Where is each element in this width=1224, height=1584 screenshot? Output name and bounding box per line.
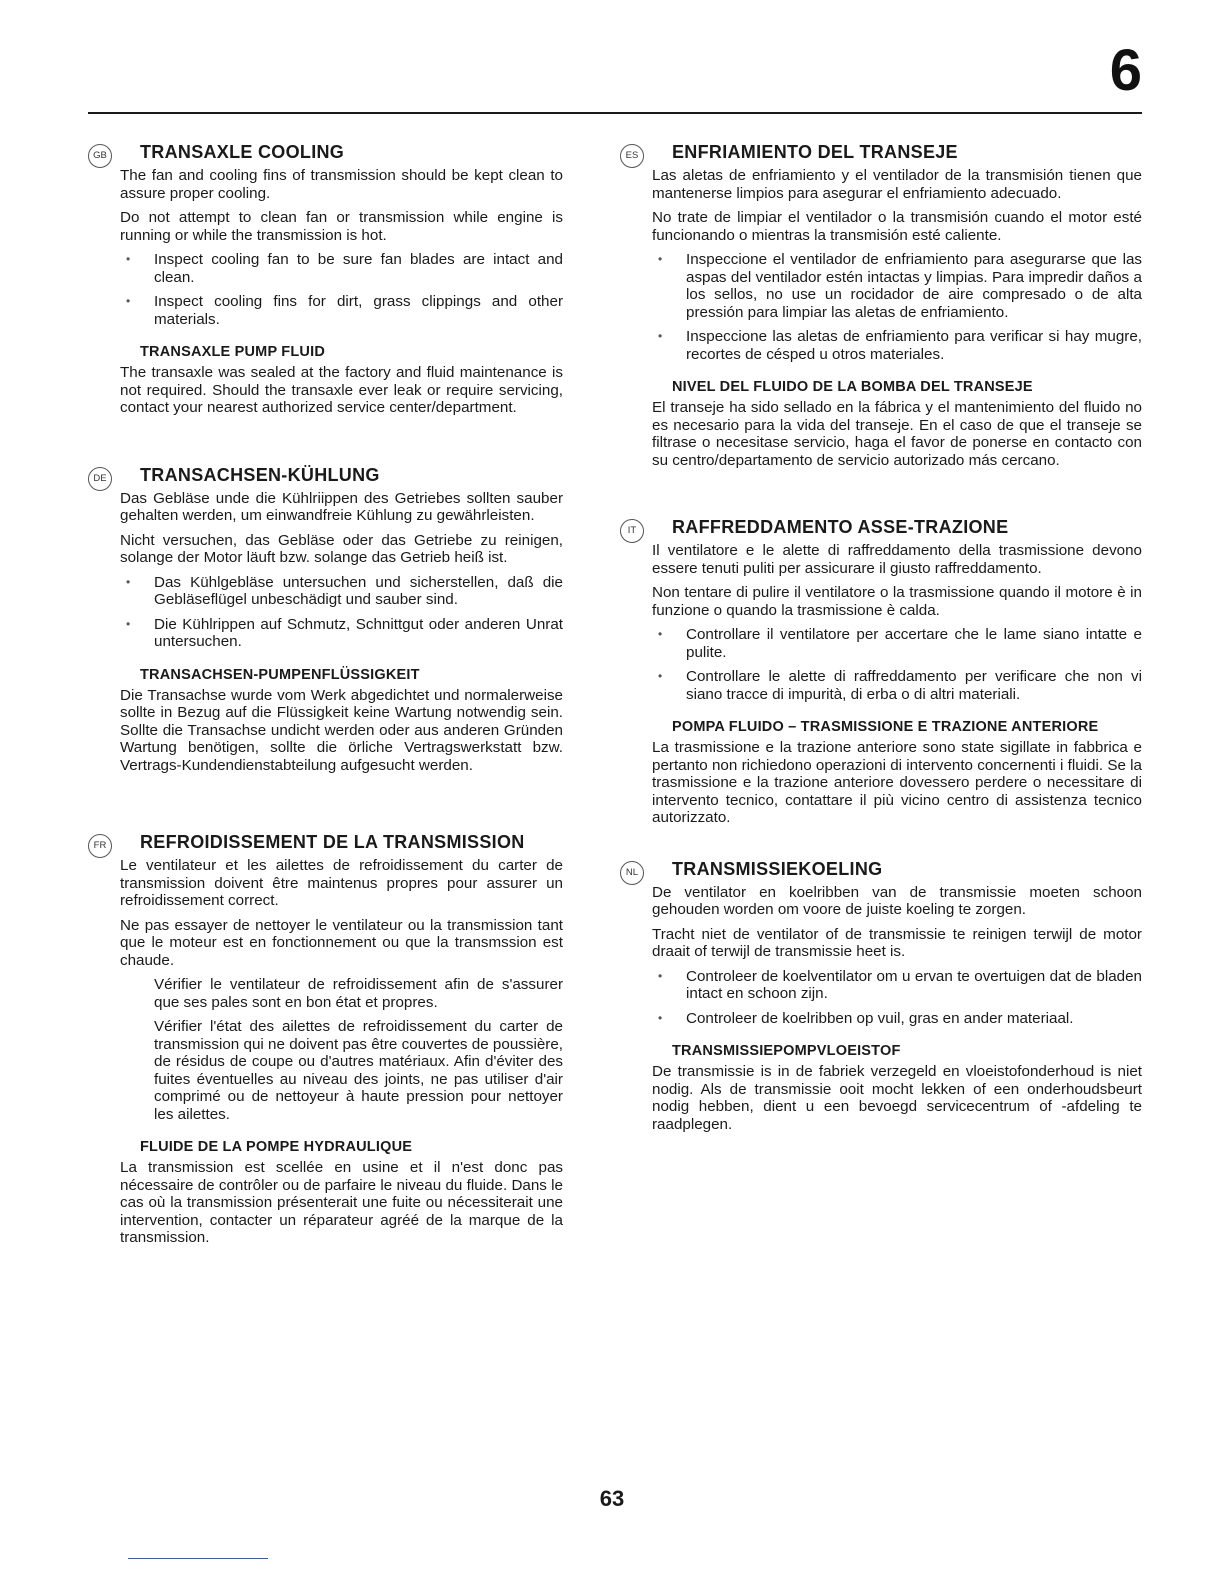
paragraph: Le ventilateur et les ailettes de refroidissement du carter de transmission doivent être maintenus propres pour assurer un refroidissement correct. bbox=[120, 857, 563, 909]
paragraph: Tracht niet de ventilator of de transmissie te reinigen terwijl de motor draait of terwijl de transmissie heet is. bbox=[652, 925, 1142, 960]
paragraph: Il ventilatore e le alette di raffreddamento della trasmissione devono essere tenuti puliti per assicurare il giusto raffreddamento. bbox=[652, 542, 1142, 577]
section-title: REFROIDISSEMENT DE LA TRANSMISSION bbox=[140, 832, 525, 852]
bullet-list bbox=[652, 626, 1142, 703]
subsection-title: NIVEL DEL FLUIDO DE LA BOMBA DEL TRANSEJE bbox=[672, 379, 1033, 395]
list-item: • Controllare le alette di raffreddamento per verificare che non vi siano tracce di impurità, di erba o di altri materiali. bbox=[652, 668, 1142, 703]
footer-divider bbox=[128, 1558, 268, 1559]
section-fr bbox=[88, 832, 563, 1247]
paragraph: Die Transachse wurde vom Werk abgedichtet und normalerweise sollte in Bezug auf die Flüssigkeit keine Wartung notwendig sein. Sollte die Transachse undicht werden oder aus anderen Gründen Wartung benötigen, sollte die örliche Vertragswerkstatt bzw. Vertrags-Kundendienstabteilung aufgesucht werden. bbox=[120, 686, 563, 774]
list-item: • Controllare il ventilatore per accertare che le lame siano intatte e pulite. bbox=[652, 626, 1142, 661]
paragraph: La transmission est scellée en usine et il n'est donc pas nécessaire de contrôler ou de parfaire le niveau du fluide. Dans le cas où la transmission présenterait une fuite ou nécessiterait une intervention, contacter un réparateur agréé de la marque de la transmission. bbox=[120, 1159, 563, 1246]
bullet-list bbox=[652, 251, 1142, 363]
list-item: • Inspeccione las aletas de enfriamiento para verificar si hay mugre, recortes de césped u otros materiales. bbox=[652, 328, 1142, 363]
list-item: • Inspect cooling fan to be sure fan blades are intact and clean. bbox=[120, 251, 563, 286]
list-item: Vérifier le ventilateur de refroidissement afin de s'assurer que ses pales sont en bon état et propres. bbox=[154, 976, 563, 1011]
paragraph: Non tentare di pulire il ventilatore o la trasmissione quando il motore è in funzione o quando la trasmissione è calda. bbox=[652, 584, 1142, 619]
language-flag-icon: FR bbox=[88, 834, 112, 858]
paragraph: No trate de limpiar el ventilador o la transmisión cuando el motor esté funcionando o mientras la transmisión esté caliente. bbox=[652, 209, 1142, 244]
subsection-title: FLUIDE DE LA POMPE HYDRAULIQUE bbox=[140, 1139, 413, 1155]
bullet-list bbox=[120, 976, 563, 1123]
paragraph: Ne pas essayer de nettoyer le ventilateur ou la transmission tant que le moteur est en fonctionnement ou que la transmssion est chaude. bbox=[120, 916, 563, 969]
section-es bbox=[620, 142, 1142, 469]
list-item: • Die Kühlrippen auf Schmutz, Schnittgut oder anderen Unrat untersuchen. bbox=[120, 616, 563, 651]
paragraph: Do not attempt to clean fan or transmission while engine is running or while the transmission is hot. bbox=[120, 209, 563, 244]
subsection-title: TRANSACHSEN-PUMPENFLÜSSIGKEIT bbox=[140, 666, 420, 683]
section-de bbox=[88, 465, 563, 775]
section-nl bbox=[620, 859, 1142, 1134]
paragraph: The fan and cooling fins of transmission should be kept clean to assure proper cooling. bbox=[120, 167, 563, 202]
paragraph: De transmissie is in de fabriek verzegeld en vloeistofonderhoud is niet nodig. Als de transmissie ooit mocht lekken of een onderhoudsbeurt nodig hebben, dient u een bevoegd servicecentrum of -afdeling te raadplegen. bbox=[652, 1063, 1142, 1133]
left-column bbox=[88, 142, 563, 1254]
bullet-list bbox=[120, 574, 563, 651]
header-rule bbox=[88, 112, 1142, 114]
list-item: • Das Kühlgebläse untersuchen und sicherstellen, daß die Gebläseflügel unbeschädigt und sauber sind. bbox=[120, 574, 563, 609]
right-column bbox=[620, 142, 1142, 1140]
subsection-title: POMPA FLUIDO – TRASMISSIONE E TRAZIONE ANTERIORE bbox=[672, 719, 1099, 735]
section-title: TRANSAXLE COOLING bbox=[140, 142, 345, 162]
subsection-title: TRANSAXLE PUMP FLUID bbox=[140, 344, 325, 360]
paragraph: The transaxle was sealed at the factory and fluid maintenance is not required. Should the transaxle ever leak or require servicing, contact your nearest authorized service center/department. bbox=[120, 364, 563, 416]
list-item: • Inspect cooling fins for dirt, grass clippings and other materials. bbox=[120, 293, 563, 328]
bullet-list bbox=[652, 968, 1142, 1028]
section-title: TRANSACHSEN-KÜHLUNG bbox=[140, 464, 380, 485]
subsection-title: TRANSMISSIEPOMPVLOEISTOF bbox=[672, 1043, 901, 1059]
paragraph: Nicht versuchen, das Gebläse oder das Getriebe zu reinigen, solange der Motor läuft bzw. solange das Getrieb heiß ist. bbox=[120, 531, 563, 566]
list-item: Vérifier l'état des ailettes de refroidissement du carter de transmission qui ne doivent pas être couvertes de poussière, de résidus de coupe ou d'autres matériaux. Afin d'éviter des fuites éventuelles au niveau des joints, ne pas utiliser d'air comprimé ou de nettoyeur à haute pression pour nettoyer les ailettes. bbox=[154, 1018, 563, 1123]
language-flag-icon: NL bbox=[620, 861, 644, 885]
paragraph: El transeje ha sido sellado en la fábrica y el mantenimiento del fluido no es necesario para la vida del transeje. En el caso de que el transeje se filtrase o necesitase servicio, haga el favor de ponerse en contacto con su centro/departamento de servicio autorizado más cercano. bbox=[652, 399, 1142, 469]
bullet-list bbox=[120, 251, 563, 328]
list-item: • Inspeccione el ventilador de enfriamiento para asegurarse que las aspas del ventilador estén intactas y limpias. Para impredir daños a los sellos, no use un rocidador de aire compresado o de alta pressión para limpiar las aletas de enfriamiento. bbox=[652, 251, 1142, 321]
language-flag-icon: DE bbox=[88, 467, 112, 491]
paragraph: Las aletas de enfriamiento y el ventilador de la transmisión tienen que mantenerse limpios para asegurar el enfriamiento adecuado. bbox=[652, 167, 1142, 202]
chapter-number: 6 bbox=[1109, 38, 1142, 103]
list-item: • Controleer de koelventilator om u ervan te overtuigen dat de bladen intact en schoon zijn. bbox=[652, 968, 1142, 1003]
list-item: • Controleer de koelribben op vuil, gras en ander materiaal. bbox=[652, 1010, 1142, 1028]
section-title: TRANSMISSIEKOELING bbox=[672, 858, 883, 879]
language-flag-icon: GB bbox=[88, 144, 112, 168]
language-flag-icon: IT bbox=[620, 519, 644, 543]
section-gb bbox=[88, 142, 563, 417]
paragraph: La trasmissione e la trazione anteriore sono state sigillate in fabbrica e pertanto non richiedono operazioni di intervento concernenti i fluidi. Se la trasmissione e la trazione anteriore dovessero perdere o necessitare di intervento tecnico, contattare il più vicino centro di assistenza tecnico autorizzato. bbox=[652, 739, 1142, 826]
paragraph: Das Gebläse unde die Kühlriippen des Getriebes sollten sauber gehalten werden, um einwandfreie Kühlung zu gewährleisten. bbox=[120, 489, 563, 524]
page-number: 63 bbox=[599, 1486, 625, 1511]
section-it bbox=[620, 517, 1142, 827]
language-flag-icon: ES bbox=[620, 144, 644, 168]
section-title: RAFFREDDAMENTO ASSE-TRAZIONE bbox=[672, 517, 1009, 537]
paragraph: De ventilator en koelribben van de transmissie moeten schoon gehouden worden om voore de juiste koeling te zorgen. bbox=[652, 883, 1142, 918]
section-title: ENFRIAMIENTO DEL TRANSEJE bbox=[672, 142, 958, 162]
